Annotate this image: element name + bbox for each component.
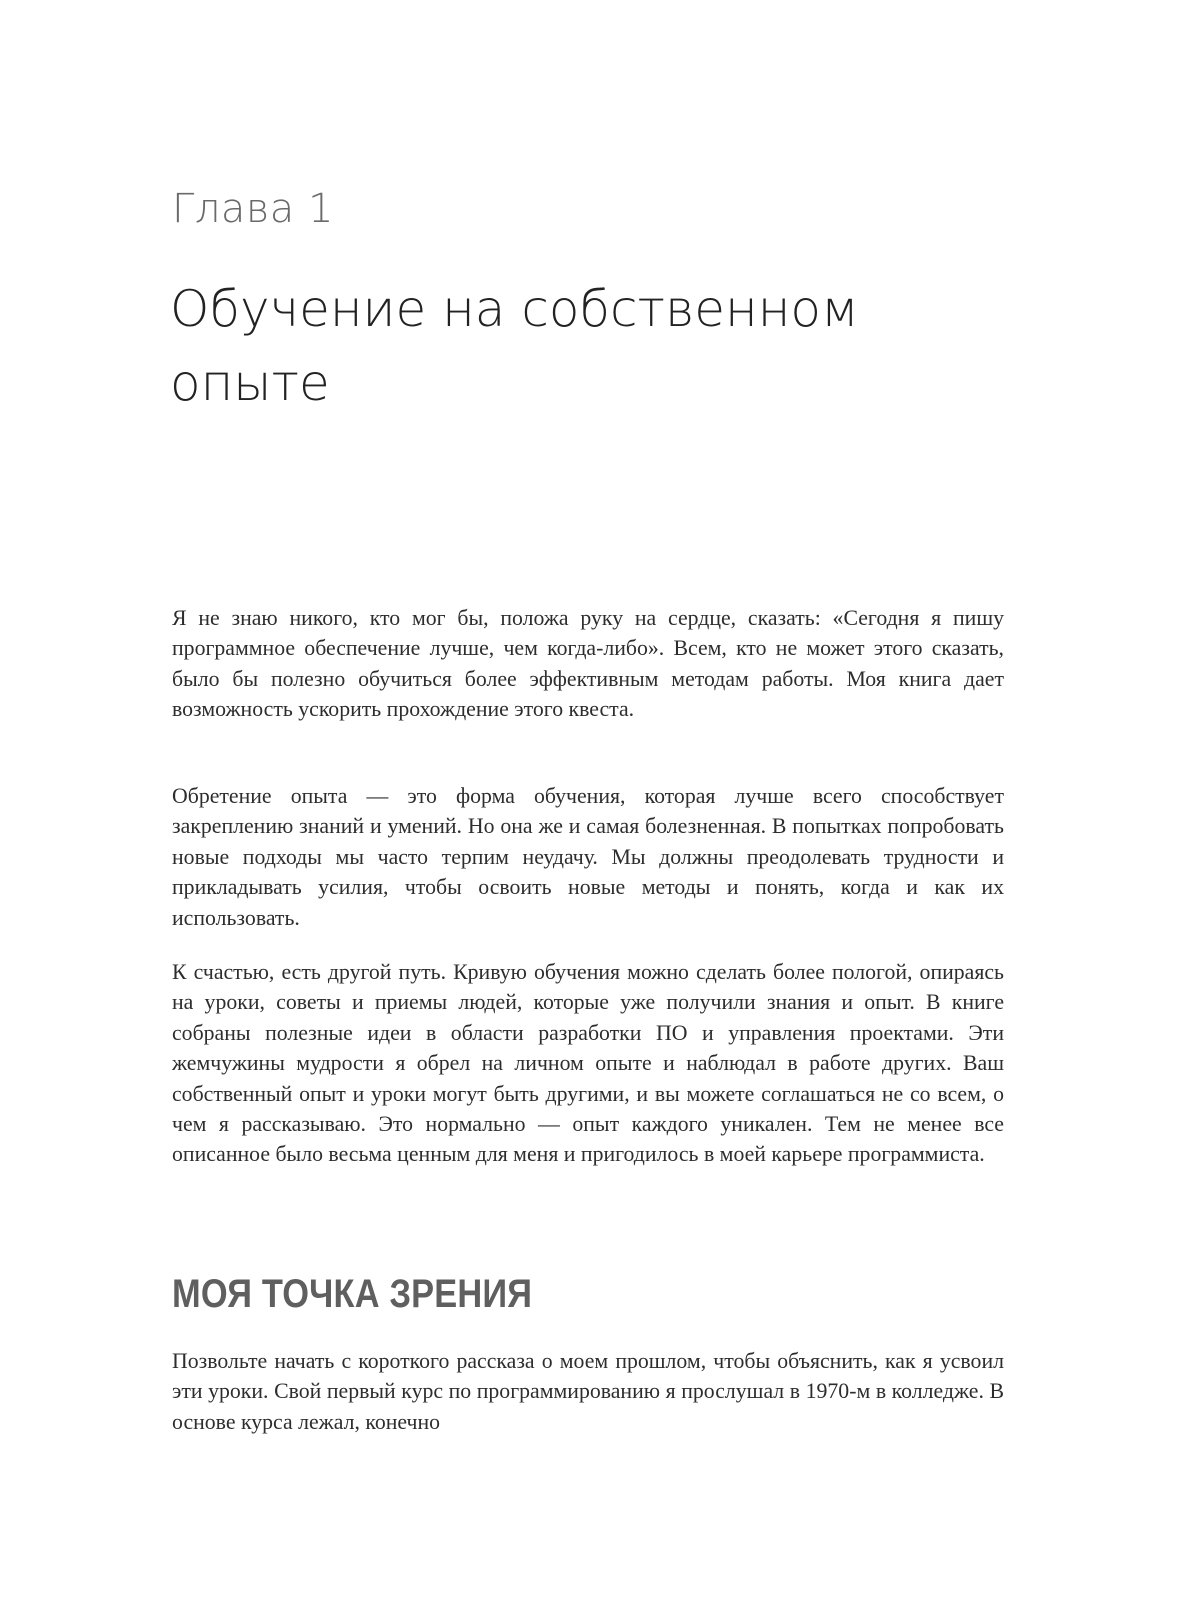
section-paragraph [172,1346,1004,1437]
paragraph-text: Обретение опыта — это форма обучения, которая лучше всего способствует закреплению знаний и умений. Но она же и самая болезненная. В попытках попробовать новые подходы мы часто терпим неудачу. Мы должны преодолевать трудности и прикладывать усилия, чтобы освоить новые методы и понять, когда и как их использовать. [172,784,1004,930]
paragraph-text: Я не знаю никого, кто мог бы, положа руку на сердце, сказать: «Сегодня я пишу программное обеспечение лучше, чем когда-либо». Всем, кто не может этого сказать, было бы полезно обучиться более эффективным методам работы. Моя книга дает возможность ускорить прохождение этого квеста. [172,606,1004,722]
chapter-label: Глава 1 [172,186,334,232]
paragraph-2 [172,781,1004,933]
paragraph-text: К счастью, есть другой путь. Кривую обучения можно сделать более пологой, опираясь на уроки, советы и приемы людей, которые уже получили знания и опыт. В книге собраны полезные идеи в области разработки ПО и управления проектами. Эти жемчужины мудрости я обрел на личном опыте и наблюдал в работе других. Ваш собственный опыт и уроки могут быть другими, и вы можете соглашаться не со всем, о чем я рассказываю. Это нормально — опыт каждого уникален. Тем не менее все описанное было весьма ценным для меня и пригодилось в моей карьере программиста. [172,960,1004,1167]
chapter-title: Обучение на собственном опыте [170,280,859,412]
paragraph-text: Позвольте начать с короткого рассказа о моем прошлом, чтобы объяснить, как я усвоил эти уроки. Свой первый курс по программированию я прослушал в 1970-м в колледже. В основе курса лежал, конечно [172,1349,1004,1434]
section-heading: МОЯ ТОЧКА ЗРЕНИЯ [172,1272,533,1316]
paragraph-1 [172,603,1004,725]
paragraph-3 [172,957,1004,1170]
